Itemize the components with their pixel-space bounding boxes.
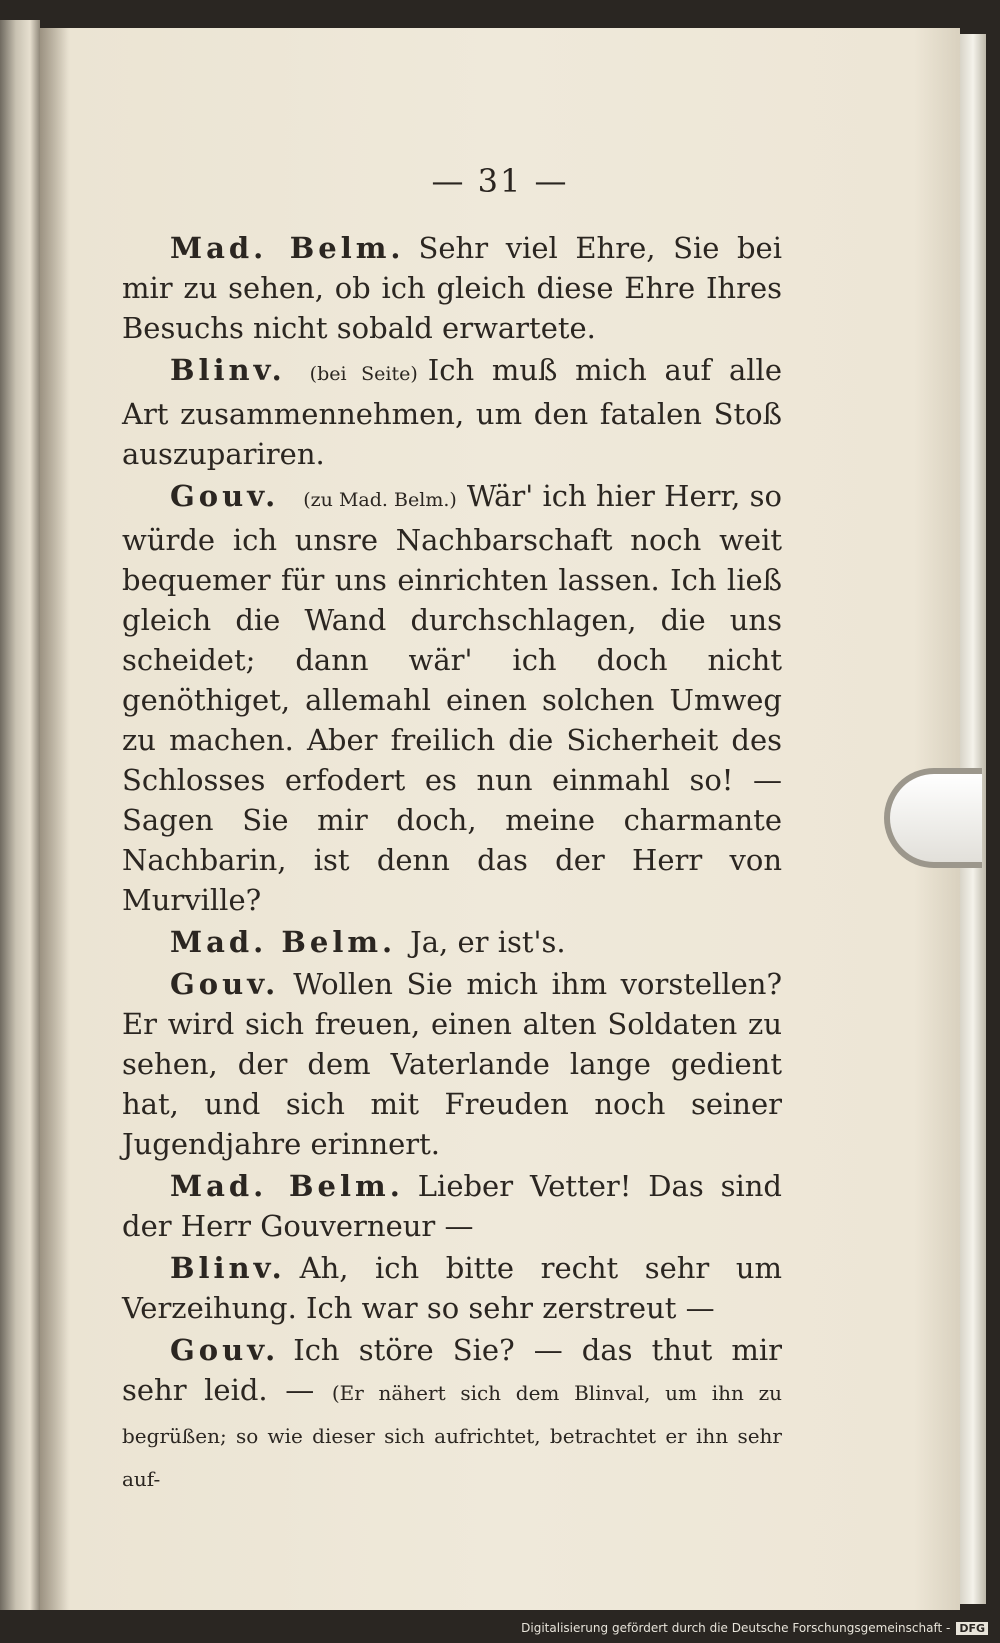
paragraph — [122, 1248, 782, 1328]
speaker-name: Mad. Belm. — [170, 1169, 404, 1203]
speaker-name: Gouv. — [170, 1333, 280, 1367]
footer-credit — [521, 1621, 988, 1635]
paragraph — [122, 228, 782, 348]
speaker-name: Mad. Belm. — [170, 231, 405, 265]
speaker-name: Blinv. — [170, 353, 286, 387]
paragraph — [122, 922, 782, 962]
paragraph — [122, 350, 782, 474]
speaker-name: Gouv. — [170, 967, 280, 1001]
stage-direction-final: (Er nähert sich dem Blinval, um ihn zu begrüßen; so wie dieser sich aufrichtet, betrachtet er ihn sehr auf- — [122, 1381, 783, 1491]
paragraph-text: Lieber Vetter! Das sind der Herr Gouverneur — — [122, 1169, 782, 1243]
paragraph-text: Ich störe Sie? — das thut mir sehr leid. — — [122, 1333, 782, 1407]
speaker-name: Gouv. — [170, 479, 280, 513]
paragraph-text: Wollen Sie mich ihm vorstellen? Er wird sich freuen, einen alten Soldaten zu sehen, der dem Vaterlande lange gedient hat, und sich mit Freuden noch seiner Jugendjahre erinnert. — [122, 967, 782, 1161]
paragraph — [122, 1330, 782, 1499]
dfg-logo: DFG — [956, 1622, 988, 1635]
clip-tab — [884, 768, 982, 868]
paragraph-text: Ich muß mich auf alle Art zusammennehmen, um den fatalen Stoß auszupariren. — [122, 353, 782, 471]
page-number: — 31 — — [431, 162, 569, 200]
paragraph — [122, 476, 782, 920]
stage-direction: (bei Seite) — [309, 363, 418, 385]
left-page-edge — [0, 20, 40, 1610]
text-block — [122, 228, 782, 1501]
paragraph-text: Ah, ich bitte recht sehr um Verzeihung. Ich war so sehr zerstreut — — [122, 1251, 782, 1325]
footer-credit-text: Digitalisierung gefördert durch die Deutsche Forschungsgemeinschaft - — [521, 1621, 951, 1635]
paragraph — [122, 1166, 782, 1246]
paragraph-text: Ja, er ist's. — [410, 925, 566, 959]
paragraph — [122, 964, 782, 1164]
speaker-name: Blinv. — [170, 1251, 286, 1285]
stage-direction: (zu Mad. Belm.) — [303, 489, 457, 511]
paragraph-text: Wär' ich hier Herr, so würde ich unsre Nachbarschaft noch weit bequemer für uns einrichten lassen. Ich ließ gleich die Wand durchschlagen, die uns scheidet; dann wär' ich doch nicht genöthiget, allemahl einen solchen Umweg zu machen. Aber freilich die Sicherheit des Schlosses erfodert es nun einmahl so! — Sagen Sie mir doch, meine charmante Nachbarin, ist denn das der Herr von Murville? — [122, 479, 782, 917]
gutter-shadow — [40, 28, 70, 1610]
paragraph-text: Sehr viel Ehre, Sie bei mir zu sehen, ob ich gleich diese Ehre Ihres Besuchs nicht sobald erwartete. — [122, 231, 782, 345]
speaker-name: Mad. Belm. — [170, 925, 397, 959]
